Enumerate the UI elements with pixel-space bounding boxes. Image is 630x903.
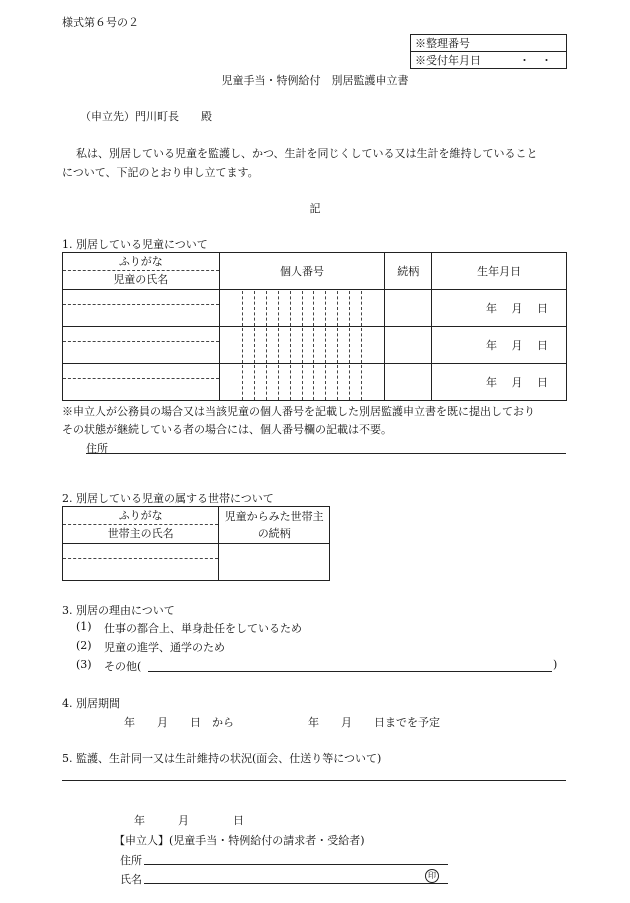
statement-line-2: について、下記のとおり申し立てます。 <box>62 166 259 179</box>
relation-cell[interactable] <box>385 290 432 327</box>
status-input-line[interactable] <box>62 780 566 781</box>
child-row <box>63 327 567 364</box>
child-name-cell[interactable] <box>63 364 220 401</box>
mynumber-header: 個人番号 <box>219 253 385 290</box>
statement-line-1: 私は、別居している児童を監護し、かつ、生計を同じくしている又は生計を維持していること <box>76 147 538 160</box>
reason-3-input-line[interactable] <box>148 671 552 672</box>
received-date-dots: ・ ・ <box>519 54 552 67</box>
section5-heading: 5. 監護、生計同一又は生計維持の状況(面会、仕送り等について) <box>62 752 382 765</box>
applicant-address-line[interactable] <box>144 864 448 865</box>
reason-3-text: その他( <box>104 660 142 673</box>
section4-heading: 4. 別居期間 <box>62 697 120 710</box>
applicant-name-label: 氏名 <box>120 873 142 886</box>
received-date-label: ※受付年月日 <box>415 54 481 67</box>
birthdate-cell[interactable]: 年 月 日 <box>432 327 567 364</box>
period-from[interactable]: 年 月 日 から <box>124 716 234 729</box>
birthdate-cell[interactable]: 年 月 日 <box>432 290 567 327</box>
reason-2-number: (2) <box>76 639 92 652</box>
section3-heading: 3. 別居の理由について <box>62 604 175 617</box>
child-name-cell[interactable] <box>63 290 220 327</box>
reason-1-number: (1) <box>76 620 92 633</box>
reason-1-text[interactable]: 仕事の都合上、単身赴任をしているため <box>104 622 302 635</box>
relation-cell[interactable] <box>385 327 432 364</box>
household-relation-header <box>219 507 330 544</box>
section1-heading: 1. 別居している児童について <box>62 238 208 251</box>
relation-cell[interactable] <box>385 364 432 401</box>
child-row <box>63 290 567 327</box>
reference-number-label: ※整理番号 <box>411 35 567 52</box>
birthdate-header: 生年月日 <box>432 253 567 290</box>
birthdate-cell[interactable]: 年 月 日 <box>432 364 567 401</box>
household-relation-label-1: 児童からみた世帯主 <box>224 510 324 523</box>
reason-3-number: (3) <box>76 658 92 671</box>
section1-address-line[interactable] <box>86 453 566 454</box>
relation-header: 続柄 <box>385 253 432 290</box>
form-number: 様式第６号の２ <box>62 16 139 29</box>
mynumber-cell[interactable] <box>219 364 385 401</box>
child-name-label: 児童の氏名 <box>63 270 219 289</box>
mynumber-note-line-2: その状態が継続している者の場合には、個人番号欄の記載は不要。 <box>62 423 392 436</box>
section1-address-label: 住所 <box>86 442 108 455</box>
applicant-name-line[interactable] <box>144 883 448 884</box>
page-title: 児童手当・特例給付 別居監護申立書 <box>221 74 409 87</box>
reason-2-text[interactable]: 児童の進学、通学のため <box>104 641 225 654</box>
mynumber-cell[interactable] <box>219 290 385 327</box>
period-until[interactable]: 年 月 日までを予定 <box>308 716 440 729</box>
applicant-address-label: 住所 <box>120 854 142 867</box>
household-table <box>62 506 330 581</box>
application-date[interactable]: 年 月 日 <box>134 814 244 827</box>
received-date-field[interactable] <box>411 52 567 69</box>
ki-marker: 記 <box>309 202 321 215</box>
household-relation-label-2: の続柄 <box>257 527 291 540</box>
furigana-label: ふりがな <box>118 255 163 268</box>
mynumber-note-line-1: ※申立人が公務員の場合又は当該児童の個人番号を記載した別居監護申立書を既に提出しており <box>62 405 535 418</box>
addressee: （申立先）門川町長 殿 <box>80 110 212 123</box>
household-row <box>63 544 330 581</box>
furigana-label: ふりがな <box>118 509 163 522</box>
child-name-cell[interactable] <box>63 327 220 364</box>
seal-icon: 印 <box>425 869 439 883</box>
child-name-header <box>63 253 220 290</box>
applicant-label: 【申立人】(児童手当・特例給付の請求者・受給者) <box>114 834 365 847</box>
reason-3-close: ) <box>553 658 558 671</box>
mynumber-cell[interactable] <box>219 327 385 364</box>
household-head-name-cell[interactable] <box>63 544 219 581</box>
household-head-name-label: 世帯主の氏名 <box>63 524 218 543</box>
child-row <box>63 364 567 401</box>
household-relation-cell[interactable] <box>219 544 330 581</box>
section2-heading: 2. 別居している児童の属する世帯について <box>62 492 274 505</box>
office-use-box <box>410 34 567 69</box>
children-table <box>62 252 567 401</box>
household-head-header <box>63 507 219 544</box>
